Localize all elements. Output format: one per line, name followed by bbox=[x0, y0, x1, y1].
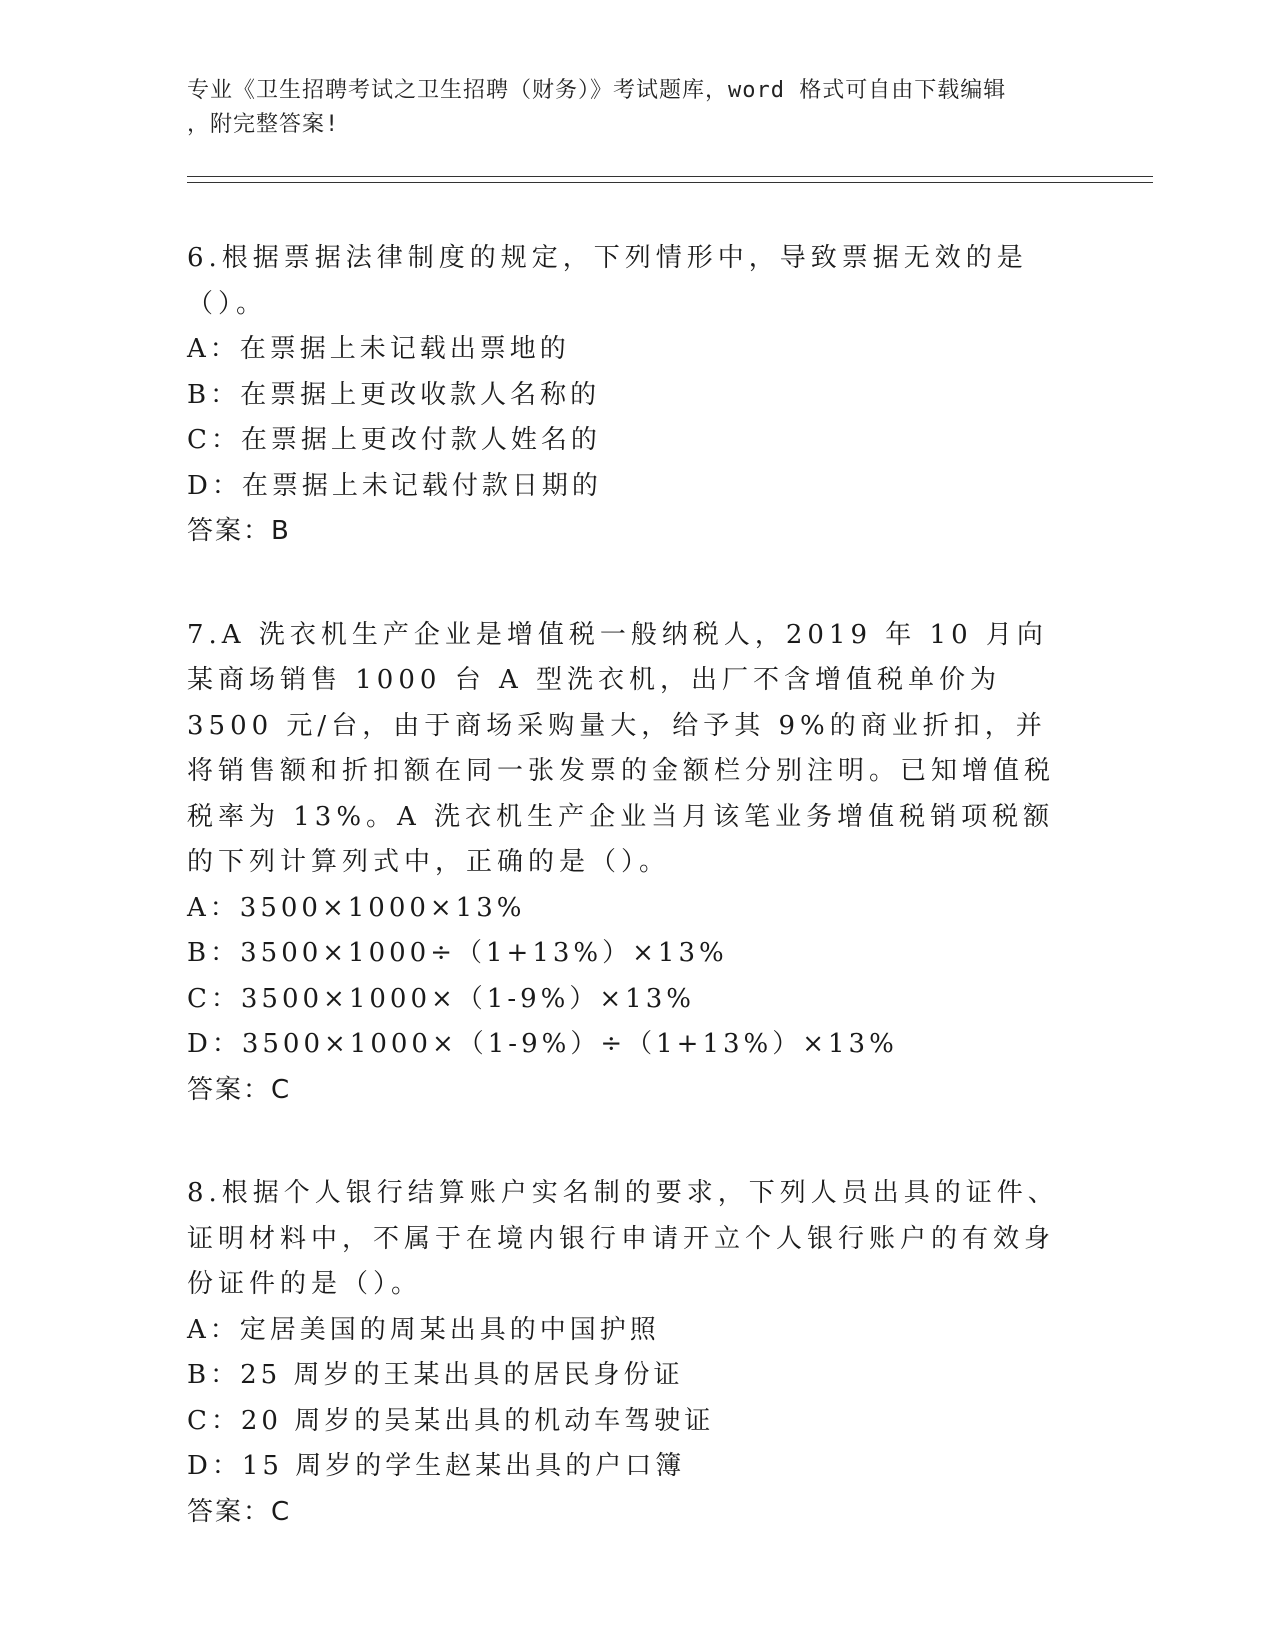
question-stem: 6.根据票据法律制度的规定，下列情形中，导致票据无效的是（）。 bbox=[187, 243, 1028, 319]
option-a: A：在票据上未记载出票地的 bbox=[187, 334, 570, 364]
header-line-1: 专业《卫生招聘考试之卫生招聘（财务）》考试题库，word 格式可自由下载编辑 bbox=[187, 78, 1007, 103]
question-stem: 8.根据个人银行结算账户实名制的要求，下列人员出具的证件、证明材料中，不属于在境内银行申请开立个人银行账户的有效身份证件的是（）。 bbox=[187, 1178, 1059, 1299]
option-d: D：3500×1000×（1-9%）÷（1+13%）×13% bbox=[187, 1029, 898, 1059]
question-8 bbox=[187, 1171, 1087, 1535]
header-line-2: ，附完整答案! bbox=[187, 112, 340, 137]
question-6 bbox=[187, 236, 1087, 555]
option-d: D：在票据上未记载付款日期的 bbox=[187, 470, 602, 501]
question-stem: 7.A 洗衣机生产企业是增值税一般纳税人，2019 年 10 月向某商场销售 1000 台 A 型洗衣机，出厂不含增值税单价为 3500 元/台，由于商场采购量大，给予其 9%的商业折扣，并将销售额和折扣额在同一张发票的金额栏分别注明。已知增值税税率为 13%。A 洗衣机生产企业当月该笔业务增值税销项税额的下列计算列式中，正确的是（）。 bbox=[187, 619, 1056, 877]
option-c: C：3500×1000×（1-9%）×13% bbox=[187, 983, 695, 1014]
option-c: C：20 周岁的吴某出具的机动车驾驶证 bbox=[187, 1405, 715, 1436]
option-c: C：在票据上更改付款人姓名的 bbox=[187, 425, 601, 455]
option-b: B：25 周岁的王某出具的居民身份证 bbox=[187, 1360, 684, 1390]
question-7 bbox=[187, 613, 1087, 1114]
option-d: D：15 周岁的学生赵某出具的户口簿 bbox=[187, 1451, 686, 1481]
option-b: B：在票据上更改收款人名称的 bbox=[187, 379, 601, 410]
answer-label: 答案：B bbox=[187, 516, 291, 546]
answer-label: 答案：C bbox=[187, 1074, 292, 1105]
option-a: A：3500×1000×13% bbox=[187, 892, 526, 923]
answer-label: 答案：C bbox=[187, 1496, 292, 1527]
option-b: B：3500×1000÷（1+13%）×13% bbox=[187, 938, 728, 968]
document-header bbox=[187, 74, 1087, 142]
question-list bbox=[187, 236, 1087, 1593]
header-divider bbox=[187, 176, 1153, 183]
option-a: A：定居美国的周某出具的中国护照 bbox=[187, 1314, 660, 1345]
